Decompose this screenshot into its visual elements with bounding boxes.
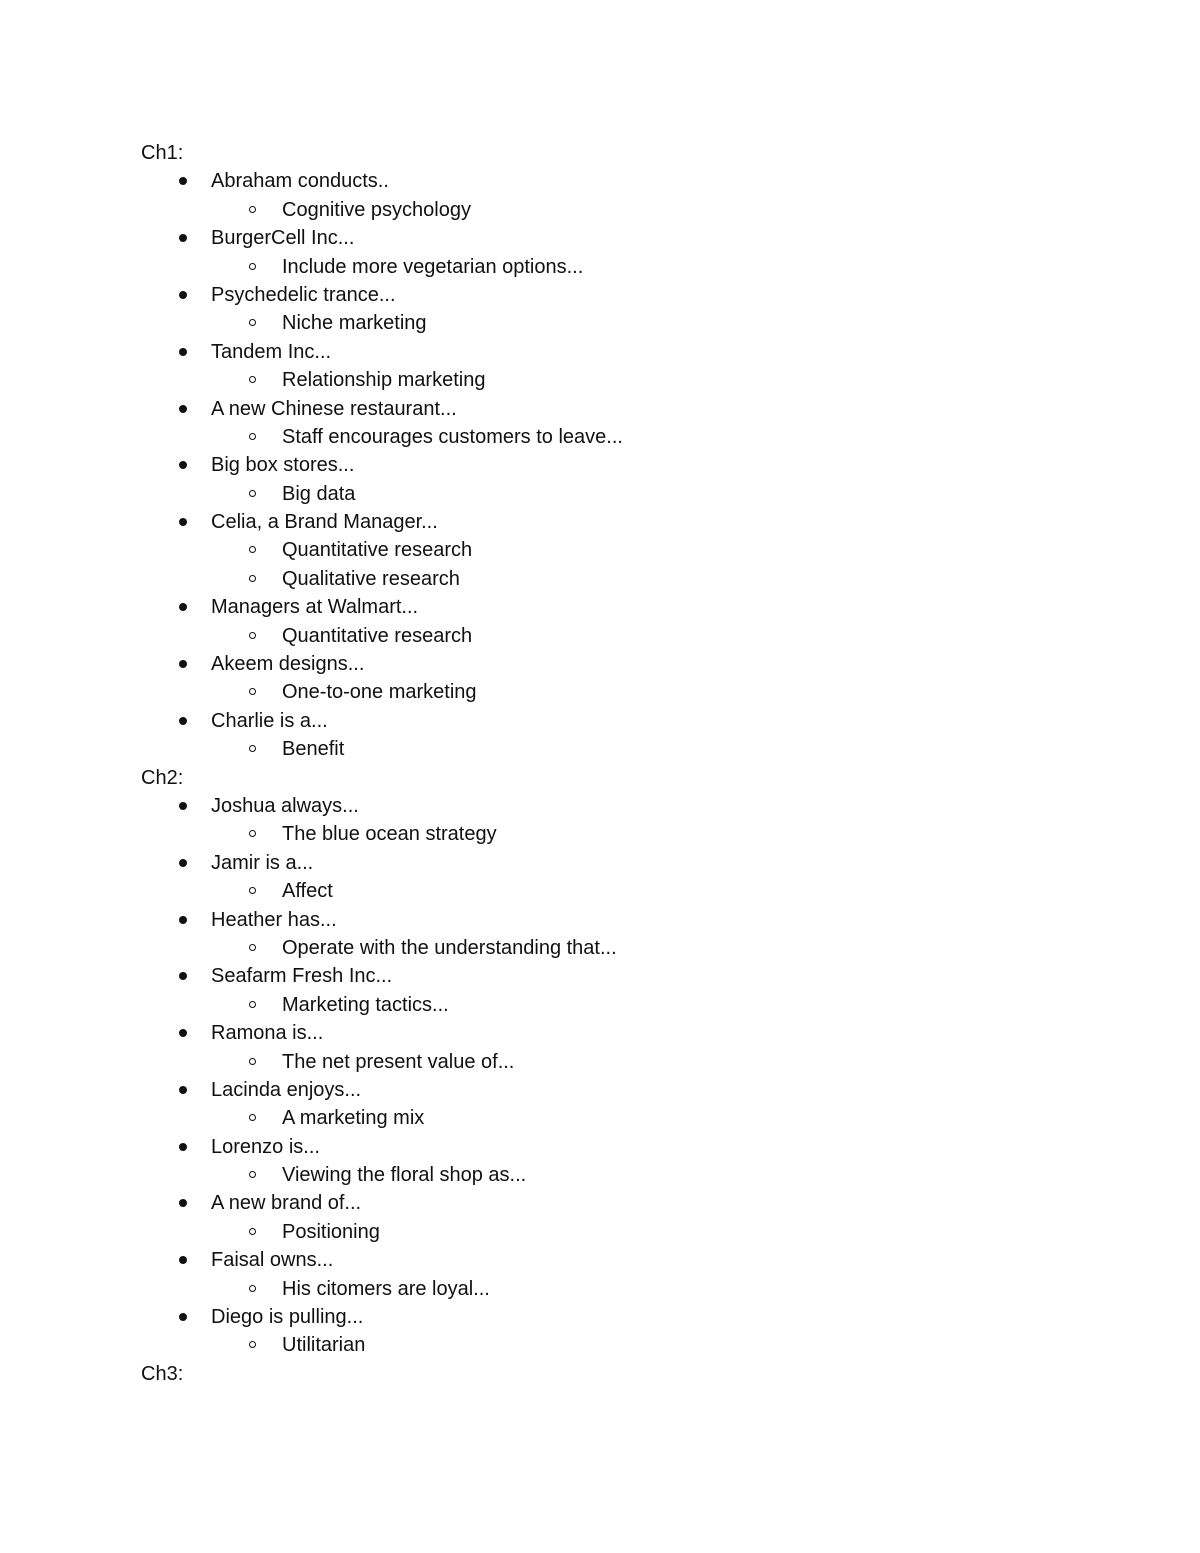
bullet-disc-icon [179,405,187,413]
bullet-disc-icon [179,177,187,185]
list-item-text: Managers at Walmart... [211,596,419,619]
bullet-circle-icon [249,1228,256,1235]
bullet-circle-icon [249,1171,256,1178]
bullet-disc-icon [179,291,187,299]
list-item-text: Faisal owns... [211,1249,334,1272]
bullet-disc-icon [179,1143,187,1151]
list-item [141,451,1141,479]
bullet-circle-icon [249,887,256,894]
list-item-text: Charlie is a... [211,709,328,732]
list-item-text: A new brand of... [211,1192,362,1215]
sub-list-item [141,196,1141,224]
sub-list-item [141,1161,1141,1189]
bullet-disc-icon [179,1199,187,1207]
list-item [141,962,1141,990]
list-item-text: Joshua always... [211,794,359,817]
bullet-circle-icon [249,1341,256,1348]
list-item-text: Lorenzo is... [211,1135,320,1158]
bullet-circle-icon [249,745,256,752]
sub-list-item-text: The net present value of... [282,1050,515,1073]
sub-list-item-text: One-to-one marketing [282,681,477,704]
sub-list-item-text: Viewing the floral shop as... [282,1164,527,1187]
bullet-disc-icon [179,348,187,356]
list-item-text: Lacinda enjoys... [211,1078,362,1101]
list-item [141,167,1141,195]
sub-list-item [141,366,1141,394]
list-item [141,338,1141,366]
list-item-text: Celia, a Brand Manager... [211,511,438,534]
sub-list-item-text: Positioning [282,1220,380,1243]
sub-list-item [141,1104,1141,1132]
sub-list-item [141,877,1141,905]
bullet-circle-icon [249,1058,256,1065]
list-item-text: Seafarm Fresh Inc... [211,965,393,988]
list-item-text: Akeem designs... [211,653,365,676]
sub-list-item [141,1331,1141,1359]
chapter-heading: Ch3: [141,1362,184,1385]
sub-list-item [141,565,1141,593]
bullet-circle-icon [249,319,256,326]
sub-list-item-text: Big data [282,482,356,505]
bullet-circle-icon [249,1285,256,1292]
sub-list-item [141,991,1141,1019]
list-item [141,1076,1141,1104]
sub-list-item-text: Marketing tactics... [282,993,449,1016]
bullet-disc-icon [179,1256,187,1264]
bullet-disc-icon [179,916,187,924]
list-item [141,650,1141,678]
bullet-disc-icon [179,802,187,810]
chapter-heading: Ch2: [141,766,184,789]
bullet-circle-icon [249,433,256,440]
bullet-circle-icon [249,490,256,497]
bullet-disc-icon [179,461,187,469]
sub-list-item-text: A marketing mix [282,1107,425,1130]
list-item [141,1303,1141,1331]
bullet-disc-icon [179,1029,187,1037]
list-item-text: Heather has... [211,908,337,931]
bullet-circle-icon [249,830,256,837]
list-item [141,395,1141,423]
bullet-circle-icon [249,688,256,695]
list-item-text: Diego is pulling... [211,1306,364,1329]
bullet-disc-icon [179,1313,187,1321]
sub-list-item [141,735,1141,763]
list-item [141,1019,1141,1047]
list-item [141,906,1141,934]
sub-list-item-text: Relationship marketing [282,369,486,392]
sub-list-item [141,820,1141,848]
sub-list-item [141,480,1141,508]
sub-list-item [141,934,1141,962]
bullet-circle-icon [249,944,256,951]
sub-list-item-text: Affect [282,880,333,903]
list-item-text: Abraham conducts.. [211,170,389,193]
list-item [141,1133,1141,1161]
list-item [141,593,1141,621]
bullet-disc-icon [179,603,187,611]
sub-list-item-text: His citomers are loyal... [282,1277,490,1300]
list-item [141,224,1141,252]
bullet-circle-icon [249,1114,256,1121]
bullet-disc-icon [179,518,187,526]
bullet-disc-icon [179,717,187,725]
bullet-circle-icon [249,546,256,553]
list-item-text: BurgerCell Inc... [211,227,355,250]
bullet-disc-icon [179,1086,187,1094]
sub-list-item-text: Staff encourages customers to leave... [282,425,623,448]
sub-list-item-text: Operate with the understanding that... [282,936,617,959]
bullet-circle-icon [249,632,256,639]
list-item [141,281,1141,309]
list-item [141,849,1141,877]
document-body [141,139,1141,1388]
sub-list-item-text: The blue ocean strategy [282,823,497,846]
sub-list-item [141,1218,1141,1246]
sub-list-item [141,309,1141,337]
sub-list-item [141,678,1141,706]
list-item-text: Tandem Inc... [211,340,332,363]
list-item-text: Jamir is a... [211,851,314,874]
list-item-text: Big box stores... [211,454,355,477]
sub-list-item [141,1275,1141,1303]
sub-list-item [141,536,1141,564]
sub-list-item-text: Cognitive psychology [282,198,471,221]
bullet-circle-icon [249,575,256,582]
bullet-circle-icon [249,376,256,383]
bullet-circle-icon [249,1001,256,1008]
sub-list-item-text: Benefit [282,738,345,761]
bullet-circle-icon [249,263,256,270]
sub-list-item [141,423,1141,451]
list-item [141,792,1141,820]
sub-list-item-text: Utilitarian [282,1334,366,1357]
sub-list-item [141,253,1141,281]
sub-list-item-text: Quantitative research [282,624,473,647]
list-item [141,508,1141,536]
list-item-text: Psychedelic trance... [211,283,396,306]
sub-list-item [141,1048,1141,1076]
bullet-disc-icon [179,972,187,980]
bullet-disc-icon [179,859,187,867]
list-item [141,707,1141,735]
chapter-heading: Ch1: [141,142,184,164]
sub-list-item-text: Include more vegetarian options... [282,255,584,278]
sub-list-item-text: Qualitative research [282,567,460,590]
sub-list-item-text: Niche marketing [282,312,427,335]
bullet-disc-icon [179,660,187,668]
sub-list-item-text: Quantitative research [282,539,473,562]
list-item [141,1189,1141,1217]
list-item-text: A new Chinese restaurant... [211,397,457,420]
list-item-text: Ramona is... [211,1022,324,1045]
sub-list-item [141,622,1141,650]
bullet-disc-icon [179,234,187,242]
list-item [141,1246,1141,1274]
bullet-circle-icon [249,206,256,213]
